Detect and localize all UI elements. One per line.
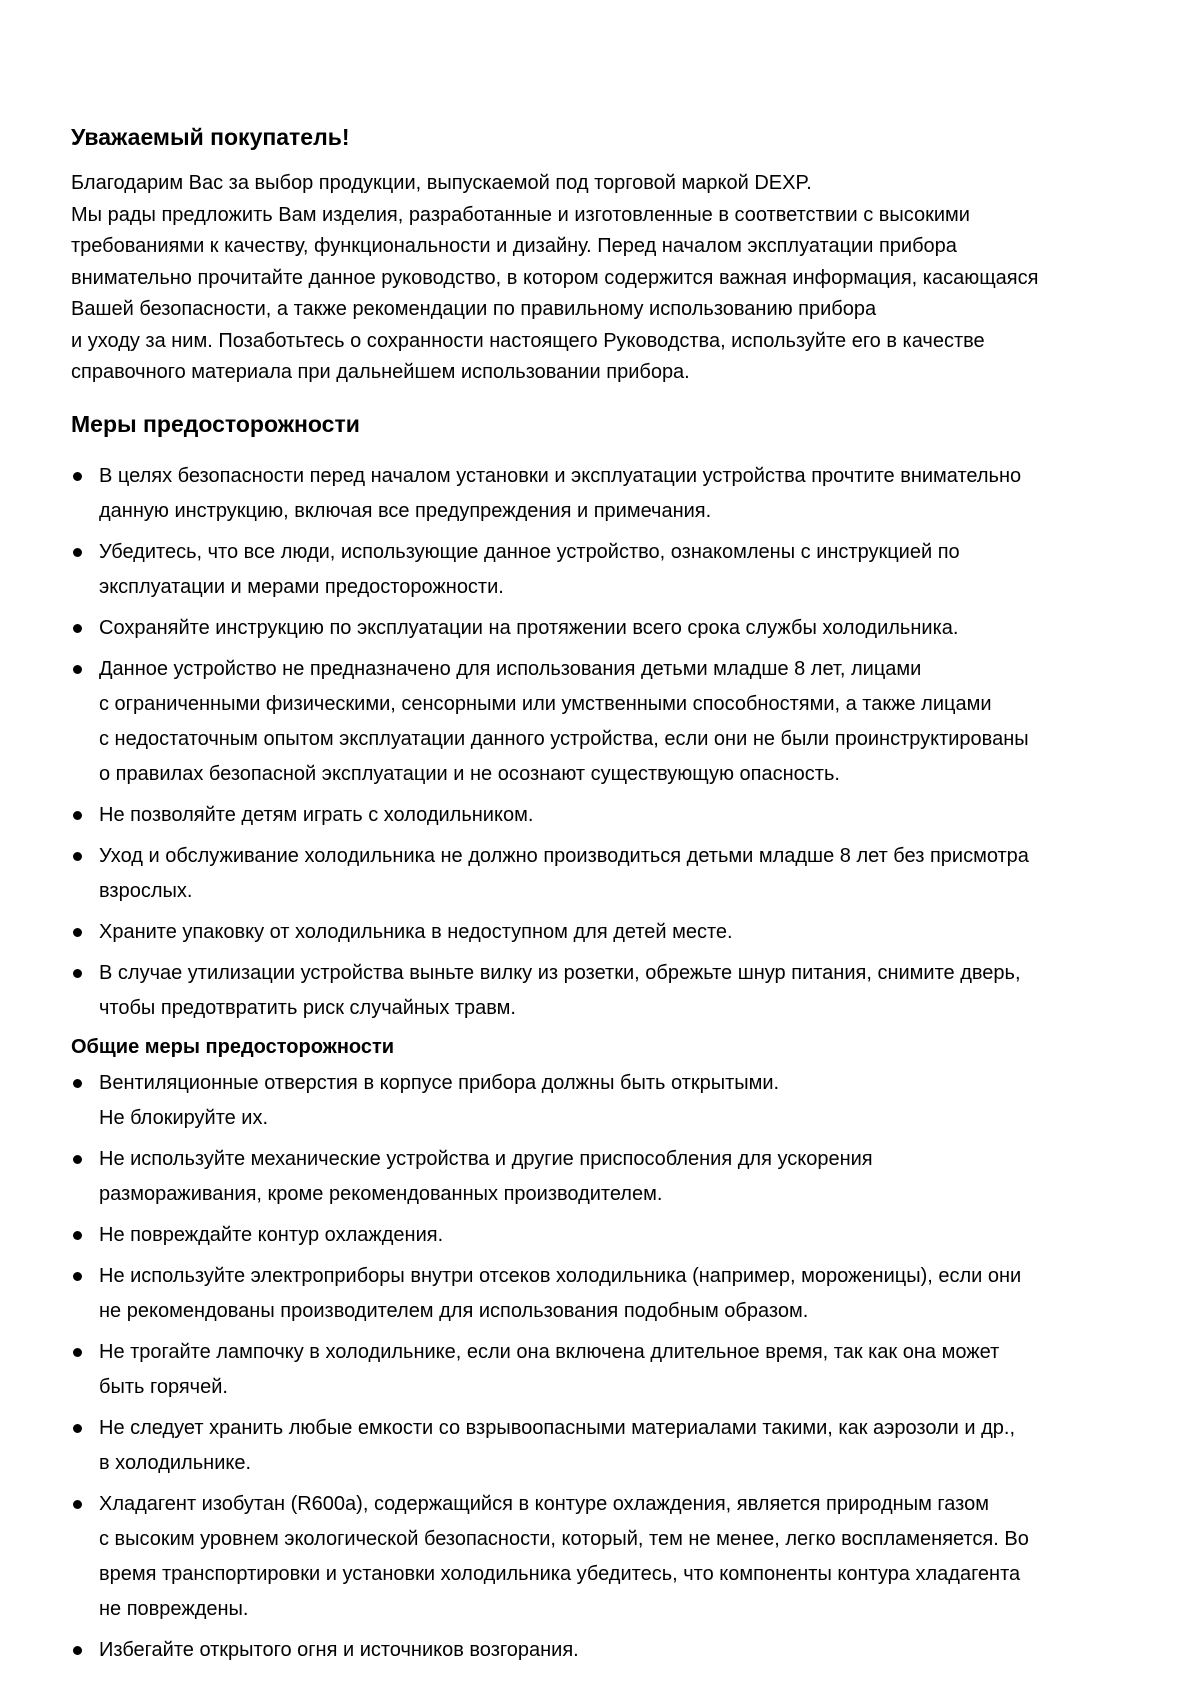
bullet-icon [73, 1500, 82, 1509]
bullet-icon [73, 624, 82, 633]
list-item-text: Храните упаковку от холодильника в недоступном для детей месте. [99, 920, 733, 943]
list-item-text: данную инструкцию, включая все предупреждения и примечания. [99, 499, 712, 522]
list-item-text: Вентиляционные отверстия в корпусе прибора должны быть открытыми. [99, 1071, 780, 1094]
bullet-icon [73, 665, 82, 674]
list-item [71, 1066, 1131, 1136]
list-item-text: время транспортировки и установки холодильника убедитесь, что компоненты контура хладагента [99, 1562, 1021, 1585]
list-item-text: эксплуатации и мерами предосторожности. [99, 575, 504, 598]
bullet-icon [73, 1348, 82, 1357]
list-item-text: с недостаточным опытом эксплуатации данного устройства, если они не были проинструктированы [99, 727, 1029, 750]
bullet-icon [73, 472, 82, 481]
list-item-text: быть горячей. [99, 1375, 228, 1398]
intro-line: и уходу за ним. Позаботьтесь о сохранности настоящего Руководства, используйте его в качестве [71, 329, 985, 352]
list-item [71, 915, 1131, 950]
intro-line: справочного материала при дальнейшем использовании прибора. [71, 361, 690, 383]
manual-page [71, 122, 1131, 1674]
list-item-text: Уход и обслуживание холодильника не должно производиться детьми младше 8 лет без присмотра [99, 844, 1029, 867]
list-item [71, 1335, 1131, 1405]
list-item [71, 956, 1131, 1026]
list-item-text: не повреждены. [99, 1597, 249, 1620]
general-safety-list [71, 1066, 1131, 1668]
bullet-icon [73, 1424, 82, 1433]
general-section-title: Общие меры предосторожности [71, 1035, 395, 1058]
list-item [71, 839, 1131, 909]
list-item-text: Не трогайте лампочку в холодильнике, если она включена длительное время, так как она может [99, 1340, 1000, 1363]
bullet-icon [73, 811, 82, 820]
list-item-text: Убедитесь, что все люди, использующие данное устройство, ознакомлены с инструкцией по [99, 540, 960, 563]
bullet-icon [73, 1231, 82, 1240]
list-item-text: не рекомендованы производителем для использования подобным образом. [99, 1299, 809, 1322]
list-item-text: с ограниченными физическими, сенсорными или умственными способностями, а также лицами [99, 692, 992, 715]
greeting-heading: Уважаемый покупатель! [71, 124, 350, 150]
list-item-text: Избегайте открытого огня и источников возгорания. [99, 1638, 579, 1661]
bullet-icon [73, 1079, 82, 1088]
list-item [71, 1218, 1131, 1253]
intro-line: требованиями к качеству, функциональности и дизайну. Перед началом эксплуатации прибора [71, 235, 957, 257]
list-item-text: с высоким уровнем экологической безопасности, который, тем не менее, легко воспламеняется. Во [99, 1527, 1029, 1550]
intro-line: Благодарим Вас за выбор продукции, выпускаемой под торговой маркой DEXP. [71, 172, 812, 194]
list-item [71, 459, 1131, 529]
list-item-text: взрослых. [99, 879, 193, 902]
list-item-text: Хладагент изобутан (R600a), содержащийся в контуре охлаждения, является природным газом [99, 1492, 989, 1515]
list-item-text: Сохраняйте инструкцию по эксплуатации на протяжении всего срока службы холодильника. [99, 616, 959, 639]
list-item [71, 1259, 1131, 1329]
intro-line: Мы рады предложить Вам изделия, разработанные и изготовленные в соответствии с высокими [71, 203, 970, 226]
list-item [71, 611, 1131, 646]
list-item-text: размораживания, кроме рекомендованных производителем. [99, 1182, 663, 1205]
list-item-text: Не следует хранить любые емкости со взрывоопасными материалами такими, как аэрозоли и др., [99, 1416, 1016, 1439]
bullet-icon [73, 928, 82, 937]
intro-paragraph [71, 168, 1131, 389]
list-item-text: Не повреждайте контур охлаждения. [99, 1223, 444, 1246]
list-item-text: чтобы предотвратить риск случайных травм. [99, 996, 516, 1019]
bullet-icon [73, 1646, 82, 1655]
list-item [71, 652, 1131, 792]
list-item-text: Не используйте механические устройства и другие приспособления для ускорения [99, 1147, 873, 1170]
bullet-icon [73, 852, 82, 861]
list-item [71, 798, 1131, 833]
bullet-icon [73, 969, 82, 978]
safety-section-title: Меры предосторожности [71, 410, 360, 437]
list-item-text: В случае утилизации устройства выньте вилку из розетки, обрежьте шнур питания, снимите дверь, [99, 961, 1021, 984]
intro-line: внимательно прочитайте данное руководство, в котором содержится важная информация, касающаяся [71, 266, 1039, 289]
list-item-text: Данное устройство не предназначено для использования детьми младше 8 лет, лицами [99, 657, 922, 680]
list-item [71, 535, 1131, 605]
bullet-icon [73, 1155, 82, 1164]
list-item-text: в холодильнике. [99, 1451, 252, 1474]
safety-list [71, 459, 1131, 1026]
list-item-text: В целях безопасности перед началом установки и эксплуатации устройства прочтите внимательно [99, 464, 1022, 487]
intro-line: Вашей безопасности, а также рекомендации по правильному использованию прибора [71, 298, 877, 320]
list-item [71, 1411, 1131, 1481]
list-item-text: о правилах безопасной эксплуатации и не осознают существующую опасность. [99, 762, 840, 785]
list-item [71, 1633, 1131, 1668]
bullet-icon [73, 548, 82, 557]
list-item [71, 1487, 1131, 1627]
list-item [71, 1142, 1131, 1212]
list-item-text: Не используйте электроприборы внутри отсеков холодильника (например, мороженицы), если они [99, 1264, 1022, 1287]
list-item-text: Не позволяйте детям играть с холодильником. [99, 803, 534, 826]
bullet-icon [73, 1272, 82, 1281]
list-item-text: Не блокируйте их. [99, 1106, 269, 1129]
